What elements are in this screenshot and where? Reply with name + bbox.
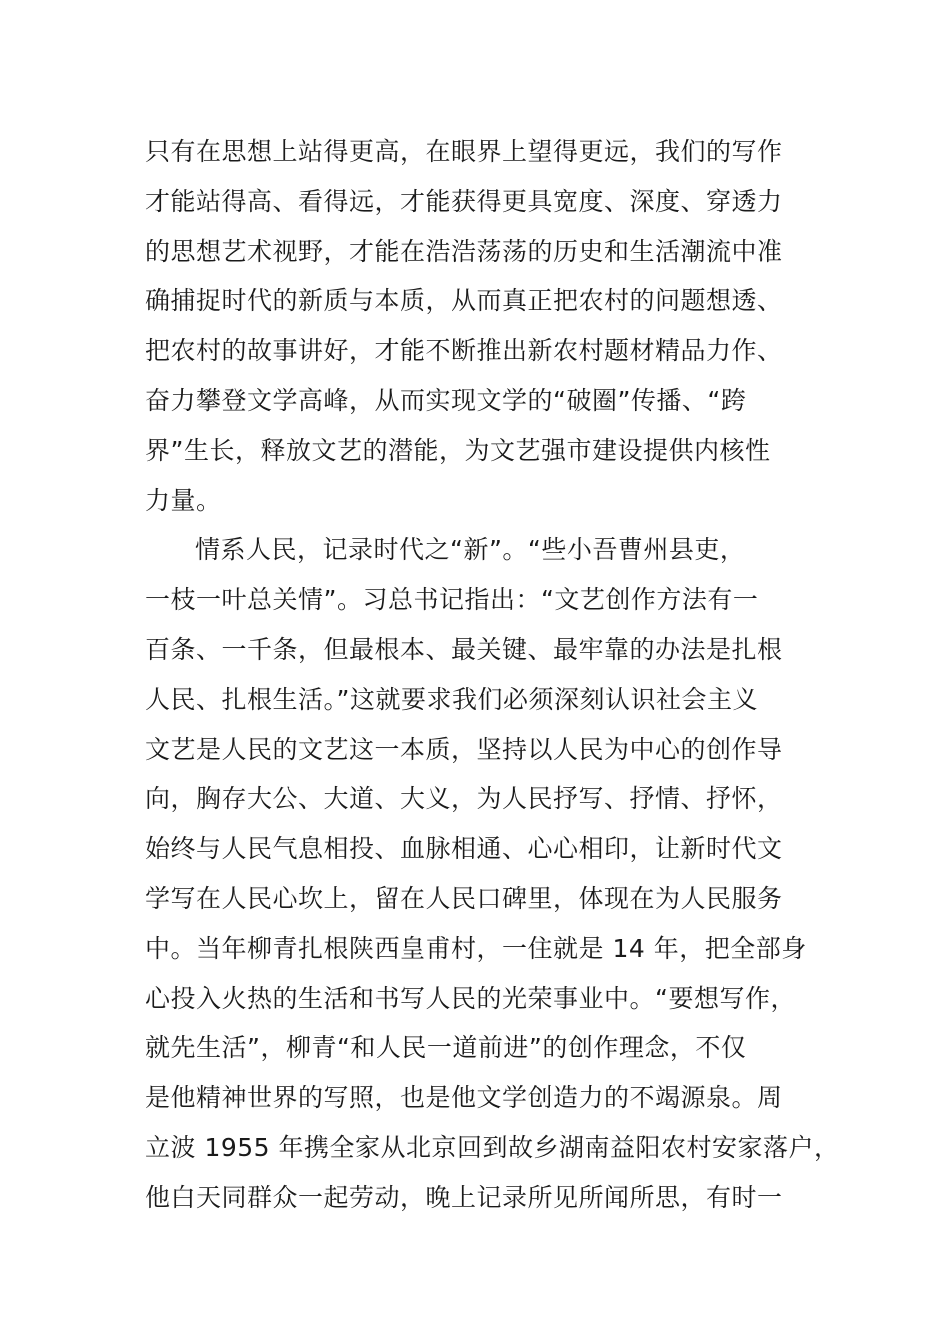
text-line: 才能站得高、看得远，才能获得更具宽度、深度、穿透力 <box>145 186 783 216</box>
text-line: 把农村的故事讲好，才能不断推出新农村题材精品力作、 <box>145 336 783 366</box>
text-line: 人民、扎根生活。”这就要求我们必须深刻认识社会主义 <box>145 684 758 714</box>
paragraph-2 <box>145 525 845 1222</box>
text-line: 界”生长，释放文艺的潜能，为文艺强市建设提供内核性 <box>145 435 771 465</box>
text-line: 情系人民，记录时代之“新”。“些小吾曹州县吏， <box>195 535 746 565</box>
text-line: 只有在思想上站得更高，在眼界上望得更远，我们的写作 <box>145 137 783 166</box>
paragraph-1 <box>145 127 845 525</box>
text-line: 向，胸存大公、大道、大义，为人民抒写、抒情、抒怀， <box>145 784 783 814</box>
text-line: 始终与人民气息相投、血脉相通、心心相印，让新时代文 <box>145 834 783 864</box>
text-line: 学写在人民心坎上，留在人民口碑里，体现在为人民服务 <box>145 883 783 913</box>
text-line: 一枝一叶总关情”。习总书记指出：“文艺创作方法有一 <box>145 585 759 615</box>
text-line: 立波 1955 年携全家从北京回到故乡湖南益阳农村安家落户， <box>145 1132 840 1162</box>
text-line: 确捕捉时代的新质与本质，从而真正把农村的问题想透、 <box>145 286 783 316</box>
text-line: 心投入火热的生活和书写人民的光荣事业中。“要想写作， <box>145 983 796 1013</box>
text-line: 就先生活”，柳青“和人民一道前进”的创作理念，不仅 <box>145 1033 747 1063</box>
text-line: 文艺是人民的文艺这一本质，坚持以人民为中心的创作导 <box>145 734 783 764</box>
body-text <box>145 127 845 1223</box>
text-line: 他白天同群众一起劳动，晚上记录所见所闻所思，有时一 <box>145 1182 783 1212</box>
text-line: 的思想艺术视野，才能在浩浩荡荡的历史和生活潮流中准 <box>145 236 783 266</box>
text-line: 奋力攀登文学高峰，从而实现文学的“破圈”传播、“跨 <box>145 385 747 415</box>
text-line: 百条、一千条，但最根本、最关键、最牢靠的办法是扎根 <box>145 634 783 664</box>
text-line: 力量。 <box>145 485 222 515</box>
text-line: 是他精神世界的写照，也是他文学创造力的不竭源泉。周 <box>145 1083 783 1113</box>
text-line: 中。当年柳青扎根陕西皇甫村，一住就是 14 年，把全部身 <box>145 933 807 963</box>
